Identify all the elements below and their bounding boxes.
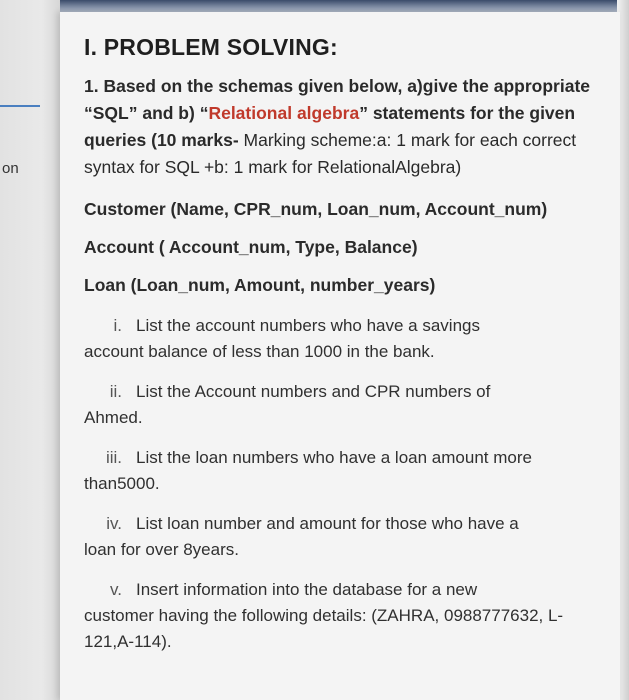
question-1-text: [84, 73, 604, 181]
question-bold-text: 1. Based on the schemas given below, a)give the appropriate “SQL” and b) “: [84, 76, 591, 123]
cut-off-text-fragment: on: [2, 160, 19, 177]
question-bold-text-cont: ” statements for the given queries (10 marks-: [84, 103, 576, 150]
subquestion-text-cont: Ahmed.: [84, 408, 143, 427]
page-content: [84, 34, 604, 655]
subquestion-ii: [84, 379, 604, 431]
schema-account: Account ( Account_num, Type, Balance): [84, 237, 418, 257]
subquestion-text: List the Account numbers and CPR numbers of: [136, 382, 491, 401]
subquestion-i: [84, 313, 604, 365]
subquestion-numeral: v.: [110, 580, 122, 599]
blue-underline-mark: [0, 105, 40, 107]
schema-customer: Customer (Name, CPR_num, Loan_num, Account_num): [84, 199, 548, 219]
subquestion-text-cont: than5000.: [84, 474, 160, 493]
subquestion-text: List the account numbers who have a savings: [136, 316, 480, 335]
document-page: [60, 12, 620, 700]
subquestion-text: List loan number and amount for those who have a: [136, 514, 519, 533]
subquestion-numeral: iv.: [106, 514, 122, 533]
subquestion-text-cont: loan for over 8years.: [84, 540, 239, 559]
relational-algebra-highlight: Relational algebra: [208, 103, 360, 123]
subquestion-numeral: iii.: [105, 448, 122, 467]
background-document-strip: [0, 0, 60, 700]
subquestion-iv: [84, 511, 604, 563]
subquestion-text: List the loan numbers who have a loan amount more: [136, 448, 532, 467]
schema-loan: Loan (Loan_num, Amount, number_years): [84, 275, 436, 295]
subquestion-numeral: ii.: [109, 382, 122, 401]
section-heading: I. PROBLEM SOLVING:: [84, 34, 338, 60]
subquestion-text-cont: account balance of less than 1000 in the bank.: [84, 342, 435, 361]
subquestion-iii: [84, 445, 604, 497]
subquestion-numeral: i.: [113, 316, 122, 335]
closing-paren: ): [455, 157, 462, 177]
subquestion-text: Insert information into the database for a new: [136, 580, 478, 599]
marking-scheme-text: Marking scheme:a: 1 mark for each correct syntax for SQL +b: 1 mark for RelationalAlgebra: [84, 130, 577, 177]
subquestion-v: [84, 577, 604, 655]
subquestion-text-cont: customer having the following details: (ZAHRA, 0988777632, L-121,A-114).: [84, 606, 564, 651]
